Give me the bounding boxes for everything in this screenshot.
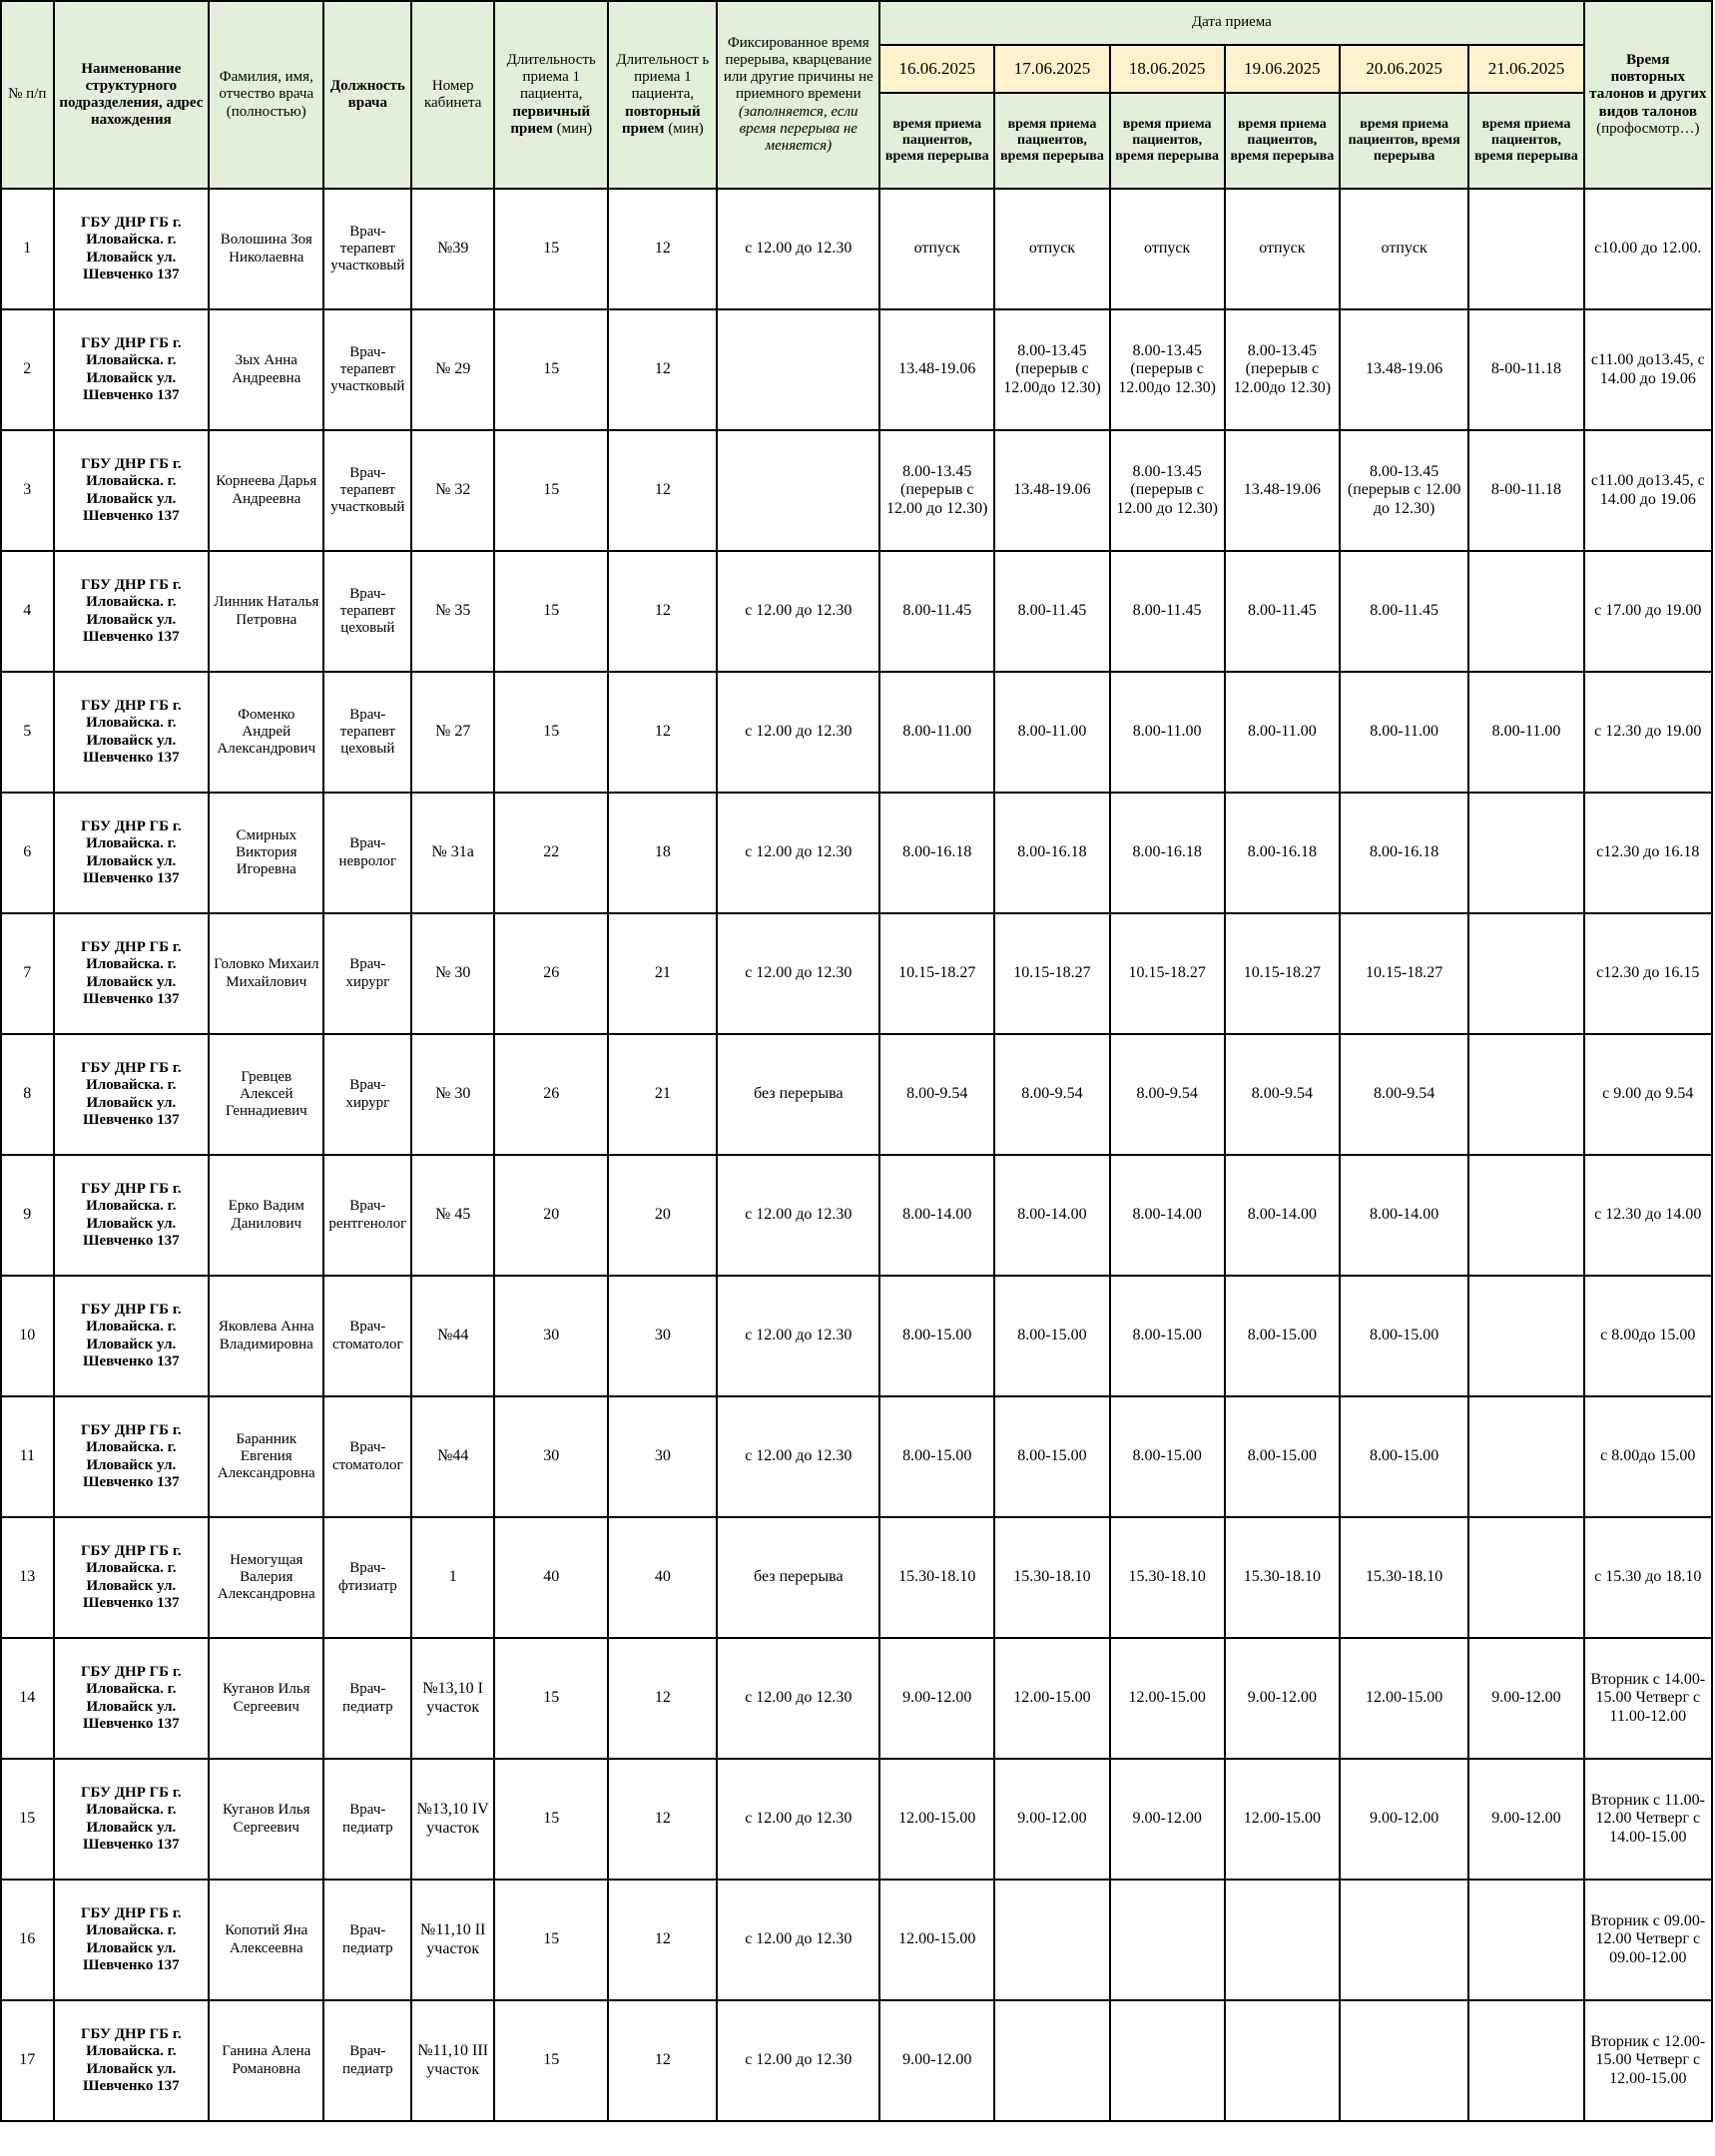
doctor-position-cell: Врач-терапевт цеховый	[323, 551, 411, 672]
unit-address-cell: ГБУ ДНР ГБ г. Иловайска. г. Иловайск ул. Шевченко 137	[54, 430, 210, 551]
repeat-duration-cell: 12	[608, 189, 717, 309]
schedule-cell	[1468, 1517, 1583, 1638]
schedule-cell: 8.00-15.00	[879, 1276, 994, 1396]
break-time-cell: с 12.00 до 12.30	[717, 913, 879, 1034]
cabinet-cell: № 30	[411, 913, 494, 1034]
schedule-cell	[1468, 1396, 1583, 1517]
extra-talons-cell: с12.30 до 16.15	[1584, 913, 1712, 1034]
cabinet-cell: №44	[411, 1276, 494, 1396]
schedule-cell: 8.00-15.00	[1225, 1276, 1340, 1396]
schedule-cell: 12.00-15.00	[1340, 1638, 1468, 1759]
repeat-duration-cell: 12	[608, 309, 717, 430]
doctor-name-cell: Ерко Вадим Данилович	[209, 1155, 323, 1276]
primary-duration-cell: 15	[494, 2000, 608, 2121]
col-extra-note: (профосмотр…)	[1596, 120, 1700, 137]
schedule-cell	[1340, 2000, 1468, 2121]
row-number-cell: 3	[1, 430, 54, 551]
doctor-name-cell: Немогущая Валерия Александровна	[209, 1517, 323, 1638]
doctor-position-cell: Врач-педиатр	[323, 1880, 411, 2000]
extra-talons-cell: с11.00 до13.45, с 14.00 до 19.06	[1584, 430, 1712, 551]
break-time-cell: с 12.00 до 12.30	[717, 672, 879, 793]
date-header: 18.06.2025	[1110, 45, 1225, 93]
schedule-cell: 8.00-13.45 (перерыв с 12.00 до 12.30)	[1340, 430, 1468, 551]
row-number-cell: 4	[1, 551, 54, 672]
primary-duration-cell: 15	[494, 1759, 608, 1880]
schedule-cell: отпуск	[879, 189, 994, 309]
unit-address-cell: ГБУ ДНР ГБ г. Иловайска. г. Иловайск ул. Шевченко 137	[54, 551, 210, 672]
schedule-cell: 8.00-11.45	[994, 551, 1109, 672]
cabinet-cell: №11,10 III участок	[411, 2000, 494, 2121]
doctor-position-cell: Врач-фтизиатр	[323, 1517, 411, 1638]
schedule-cell: 10.15-18.27	[879, 913, 994, 1034]
col-break-note: (заполняется, если время перерыва не меняется)	[739, 103, 858, 155]
schedule-cell	[1225, 2000, 1340, 2121]
break-time-cell: с 12.00 до 12.30	[717, 793, 879, 913]
primary-duration-cell: 15	[494, 672, 608, 793]
doctor-position-cell: Врач-педиатр	[323, 1759, 411, 1880]
table-row	[1, 793, 1712, 913]
table-row	[1, 1155, 1712, 1276]
schedule-cell: 8.00-9.54	[1110, 1034, 1225, 1155]
schedule-cell: 10.15-18.27	[1340, 913, 1468, 1034]
unit-address-cell: ГБУ ДНР ГБ г. Иловайска. г. Иловайск ул. Шевченко 137	[54, 309, 210, 430]
repeat-duration-cell: 12	[608, 1638, 717, 1759]
schedule-cell: 15.30-18.10	[1225, 1517, 1340, 1638]
schedule-cell: 8-00-11.18	[1468, 309, 1583, 430]
doctor-name-cell: Головко Михаил Михайлович	[209, 913, 323, 1034]
extra-talons-cell: с11.00 до13.45, с 14.00 до 19.06	[1584, 309, 1712, 430]
col-cabinet-header: Номер кабинета	[411, 1, 494, 189]
date-header: 17.06.2025	[994, 45, 1109, 93]
schedule-cell: 8.00-15.00	[994, 1276, 1109, 1396]
extra-talons-cell: с10.00 до 12.00.	[1584, 189, 1712, 309]
col-unit-header: Наименование структурного подразделения, адрес нахождения	[54, 1, 210, 189]
row-number-cell: 9	[1, 1155, 54, 1276]
schedule-cell: 15.30-18.10	[1340, 1517, 1468, 1638]
primary-duration-cell: 15	[494, 430, 608, 551]
schedule-cell: 8.00-11.00	[879, 672, 994, 793]
schedule-cell: 8.00-13.45 (перерыв с 12.00до 12.30)	[994, 309, 1109, 430]
extra-talons-cell: Вторник с 11.00-12.00 Четверг с 14.00-15.00	[1584, 1759, 1712, 1880]
schedule-cell	[1468, 793, 1583, 913]
break-time-cell: без перерыва	[717, 1034, 879, 1155]
break-time-cell: с 12.00 до 12.30	[717, 1759, 879, 1880]
doctor-name-cell: Линник Наталья Петровна	[209, 551, 323, 672]
repeat-duration-cell: 12	[608, 1759, 717, 1880]
schedule-cell: 9.00-12.00	[994, 1759, 1109, 1880]
doctor-position-cell: Врач-педиатр	[323, 2000, 411, 2121]
schedule-cell: 8.00-14.00	[1110, 1155, 1225, 1276]
unit-address-cell: ГБУ ДНР ГБ г. Иловайска. г. Иловайск ул. Шевченко 137	[54, 1396, 210, 1517]
repeat-duration-cell: 12	[608, 551, 717, 672]
primary-duration-cell: 30	[494, 1396, 608, 1517]
doctor-position-cell: Врач-терапевт участковый	[323, 189, 411, 309]
schedule-cell: 8.00-15.00	[994, 1396, 1109, 1517]
break-time-cell: с 12.00 до 12.30	[717, 551, 879, 672]
row-number-cell: 1	[1, 189, 54, 309]
col-name-header: Фамилия, имя, отчество врача (полностью)	[209, 1, 323, 189]
schedule-cell: 9.00-12.00	[1468, 1638, 1583, 1759]
schedule-cell	[994, 1880, 1109, 2000]
repeat-duration-cell: 12	[608, 1880, 717, 2000]
schedule-cell	[1468, 1034, 1583, 1155]
break-time-cell: с 12.00 до 12.30	[717, 1155, 879, 1276]
schedule-cell: отпуск	[994, 189, 1109, 309]
table-row	[1, 1276, 1712, 1396]
unit-address-cell: ГБУ ДНР ГБ г. Иловайска. г. Иловайск ул. Шевченко 137	[54, 793, 210, 913]
schedule-cell: 8.00-14.00	[1340, 1155, 1468, 1276]
doctor-name-cell: Зых Анна Андреевна	[209, 309, 323, 430]
schedule-cell: отпуск	[1110, 189, 1225, 309]
schedule-cell: 8.00-16.18	[1225, 793, 1340, 913]
extra-talons-cell: с 8.00до 15.00	[1584, 1396, 1712, 1517]
primary-duration-cell: 15	[494, 189, 608, 309]
schedule-cell: 8.00-16.18	[879, 793, 994, 913]
schedule-cell: 15.30-18.10	[994, 1517, 1109, 1638]
schedule-cell: 15.30-18.10	[1110, 1517, 1225, 1638]
repeat-duration-cell: 30	[608, 1396, 717, 1517]
break-time-cell: с 12.00 до 12.30	[717, 189, 879, 309]
row-number-cell: 10	[1, 1276, 54, 1396]
cabinet-cell: № 35	[411, 551, 494, 672]
primary-duration-cell: 30	[494, 1276, 608, 1396]
schedule-cell: 8.00-14.00	[879, 1155, 994, 1276]
col-primary-unit: (мин)	[552, 120, 593, 137]
cabinet-cell: №44	[411, 1396, 494, 1517]
doctor-name-cell: Куганов Илья Сергеевич	[209, 1638, 323, 1759]
cabinet-cell: 1	[411, 1517, 494, 1638]
extra-talons-cell: Вторник с 09.00-12.00 Четверг с 09.00-12.00	[1584, 1880, 1712, 2000]
break-time-cell: без перерыва	[717, 1517, 879, 1638]
primary-duration-cell: 26	[494, 1034, 608, 1155]
table-row	[1, 1517, 1712, 1638]
extra-talons-cell: с 15.30 до 18.10	[1584, 1517, 1712, 1638]
row-number-cell: 6	[1, 793, 54, 913]
row-number-cell: 13	[1, 1517, 54, 1638]
repeat-duration-cell: 18	[608, 793, 717, 913]
schedule-cell: 8.00-11.00	[1340, 672, 1468, 793]
schedule-cell: 8.00-13.45 (перерыв с 12.00до 12.30)	[1110, 309, 1225, 430]
doctor-name-cell: Корнеева Дарья Андреевна	[209, 430, 323, 551]
schedule-cell	[1468, 1276, 1583, 1396]
schedule-cell: 8.00-9.54	[1340, 1034, 1468, 1155]
extra-talons-cell: с 12.30 до 14.00	[1584, 1155, 1712, 1276]
schedule-cell: 9.00-12.00	[879, 1638, 994, 1759]
doctor-name-cell: Волошина Зоя Николаевна	[209, 189, 323, 309]
schedule-cell: 8.00-11.45	[1110, 551, 1225, 672]
unit-address-cell: ГБУ ДНР ГБ г. Иловайска. г. Иловайск ул. Шевченко 137	[54, 2000, 210, 2121]
schedule-cell	[1225, 1880, 1340, 2000]
doctor-name-cell: Смирных Виктория Игоревна	[209, 793, 323, 913]
unit-address-cell: ГБУ ДНР ГБ г. Иловайска. г. Иловайск ул. Шевченко 137	[54, 1155, 210, 1276]
unit-address-cell: ГБУ ДНР ГБ г. Иловайска. г. Иловайск ул. Шевченко 137	[54, 1638, 210, 1759]
schedule-cell	[1468, 2000, 1583, 2121]
primary-duration-cell: 40	[494, 1517, 608, 1638]
repeat-duration-cell: 12	[608, 2000, 717, 2121]
repeat-duration-cell: 20	[608, 1155, 717, 1276]
doctor-name-cell: Куганов Илья Сергеевич	[209, 1759, 323, 1880]
break-time-cell: с 12.00 до 12.30	[717, 1396, 879, 1517]
cabinet-cell: № 27	[411, 672, 494, 793]
schedule-cell: 8.00-9.54	[1225, 1034, 1340, 1155]
doctor-position-cell: Врач-терапевт цеховый	[323, 672, 411, 793]
repeat-duration-cell: 12	[608, 672, 717, 793]
cabinet-cell: № 30	[411, 1034, 494, 1155]
date-subheader: время приема пациентов, время перерыва	[1110, 93, 1225, 189]
col-repeat-bold: повторный прием	[621, 103, 701, 137]
unit-address-cell: ГБУ ДНР ГБ г. Иловайска. г. Иловайск ул. Шевченко 137	[54, 1880, 210, 2000]
col-primary-bold: первичный прием	[510, 103, 591, 137]
repeat-duration-cell: 21	[608, 913, 717, 1034]
schedule-cell: 8.00-9.54	[879, 1034, 994, 1155]
schedule-cell: 9.00-12.00	[1225, 1638, 1340, 1759]
schedule-cell	[1468, 551, 1583, 672]
col-extra-text: Время повторных талонов и других видов талонов	[1589, 51, 1707, 120]
col-primary-text: Длительность приема 1 пациента,	[506, 51, 596, 103]
schedule-cell: 12.00-15.00	[879, 1759, 994, 1880]
date-header: 20.06.2025	[1340, 45, 1468, 93]
repeat-duration-cell: 12	[608, 430, 717, 551]
row-number-cell: 15	[1, 1759, 54, 1880]
primary-duration-cell: 15	[494, 1880, 608, 2000]
schedule-cell: 8.00-14.00	[994, 1155, 1109, 1276]
table-row	[1, 913, 1712, 1034]
schedule-cell: 12.00-15.00	[1110, 1638, 1225, 1759]
cabinet-cell: № 31а	[411, 793, 494, 913]
doctor-position-cell: Врач-хирург	[323, 1034, 411, 1155]
schedule-cell: 8.00-9.54	[994, 1034, 1109, 1155]
table-row	[1, 1880, 1712, 2000]
cabinet-cell: № 45	[411, 1155, 494, 1276]
date-subheader: время приема пациентов, время перерыва	[1225, 93, 1340, 189]
col-extra-header	[1584, 1, 1712, 189]
schedule-cell	[1468, 189, 1583, 309]
schedule-cell: 12.00-15.00	[994, 1638, 1109, 1759]
row-number-cell: 5	[1, 672, 54, 793]
table-row	[1, 2000, 1712, 2121]
extra-talons-cell: с 17.00 до 19.00	[1584, 551, 1712, 672]
table-row	[1, 189, 1712, 309]
date-header: 19.06.2025	[1225, 45, 1340, 93]
schedule-cell: 8.00-15.00	[879, 1396, 994, 1517]
schedule-cell: отпуск	[1340, 189, 1468, 309]
schedule-cell: 8.00-11.00	[994, 672, 1109, 793]
schedule-cell: 10.15-18.27	[1225, 913, 1340, 1034]
repeat-duration-cell: 21	[608, 1034, 717, 1155]
schedule-cell: 8.00-16.18	[994, 793, 1109, 913]
table-row	[1, 672, 1712, 793]
doctor-position-cell: Врач-стоматолог	[323, 1396, 411, 1517]
doctor-position-cell: Врач-рентгенолог	[323, 1155, 411, 1276]
unit-address-cell: ГБУ ДНР ГБ г. Иловайска. г. Иловайск ул. Шевченко 137	[54, 189, 210, 309]
col-repeat-unit: (мин)	[664, 120, 704, 137]
schedule-cell: 8-00-11.18	[1468, 430, 1583, 551]
table-row	[1, 1396, 1712, 1517]
schedule-cell: 8.00-15.00	[1110, 1276, 1225, 1396]
date-subheader: время приема пациентов, время перерыва	[1340, 93, 1468, 189]
table-row	[1, 430, 1712, 551]
doctor-position-cell: Врач-терапевт участковый	[323, 430, 411, 551]
cabinet-cell: №11,10 II участок	[411, 1880, 494, 2000]
date-group-header: Дата приема	[879, 1, 1583, 45]
repeat-duration-cell: 30	[608, 1276, 717, 1396]
unit-address-cell: ГБУ ДНР ГБ г. Иловайска. г. Иловайск ул. Шевченко 137	[54, 1034, 210, 1155]
schedule-cell: 8.00-11.00	[1110, 672, 1225, 793]
break-time-cell	[717, 430, 879, 551]
unit-address-cell: ГБУ ДНР ГБ г. Иловайска. г. Иловайск ул. Шевченко 137	[54, 1517, 210, 1638]
table-header	[1, 1, 1712, 189]
schedule-cell: 10.15-18.27	[1110, 913, 1225, 1034]
row-number-cell: 14	[1, 1638, 54, 1759]
schedule-cell: 8.00-16.18	[1110, 793, 1225, 913]
row-number-cell: 8	[1, 1034, 54, 1155]
doctor-name-cell: Баранник Евгения Александровна	[209, 1396, 323, 1517]
doctor-position-cell: Врач-терапевт участковый	[323, 309, 411, 430]
schedule-cell: 8.00-13.45 (перерыв с 12.00 до 12.30)	[879, 430, 994, 551]
unit-address-cell: ГБУ ДНР ГБ г. Иловайска. г. Иловайск ул. Шевченко 137	[54, 672, 210, 793]
schedule-cell: 8.00-16.18	[1340, 793, 1468, 913]
table-row	[1, 1034, 1712, 1155]
row-number-cell: 2	[1, 309, 54, 430]
table-row	[1, 551, 1712, 672]
schedule-cell	[1340, 1880, 1468, 2000]
doctor-name-cell: Копотий Яна Алексеевна	[209, 1880, 323, 2000]
schedule-cell: 8.00-11.45	[879, 551, 994, 672]
schedule-cell: 8.00-15.00	[1110, 1396, 1225, 1517]
primary-duration-cell: 22	[494, 793, 608, 913]
extra-talons-cell: с 8.00до 15.00	[1584, 1276, 1712, 1396]
schedule-cell: 13.48-19.06	[994, 430, 1109, 551]
schedule-cell	[1468, 913, 1583, 1034]
doctor-position-cell: Врач-невролог	[323, 793, 411, 913]
cabinet-cell: № 32	[411, 430, 494, 551]
primary-duration-cell: 15	[494, 1638, 608, 1759]
schedule-cell: отпуск	[1225, 189, 1340, 309]
schedule-cell: 15.30-18.10	[879, 1517, 994, 1638]
schedule-cell	[1468, 1155, 1583, 1276]
extra-talons-cell: с 12.30 до 19.00	[1584, 672, 1712, 793]
schedule-cell	[1468, 1880, 1583, 2000]
table-body	[1, 189, 1712, 2121]
schedule-cell	[1110, 1880, 1225, 2000]
primary-duration-cell: 20	[494, 1155, 608, 1276]
schedule-cell: 13.48-19.06	[879, 309, 994, 430]
row-number-cell: 17	[1, 2000, 54, 2121]
doctor-position-cell: Врач-педиатр	[323, 1638, 411, 1759]
extra-talons-cell: с 9.00 до 9.54	[1584, 1034, 1712, 1155]
schedule-cell: 10.15-18.27	[994, 913, 1109, 1034]
unit-address-cell: ГБУ ДНР ГБ г. Иловайска. г. Иловайск ул. Шевченко 137	[54, 1276, 210, 1396]
schedule-cell: 9.00-12.00	[1468, 1759, 1583, 1880]
row-number-cell: 7	[1, 913, 54, 1034]
schedule-cell	[994, 2000, 1109, 2121]
date-header: 16.06.2025	[879, 45, 994, 93]
extra-talons-cell: Вторник с 12.00-15.00 Четверг с 12.00-15.00	[1584, 2000, 1712, 2121]
date-subheader: время приема пациентов, время перерыва	[994, 93, 1109, 189]
schedule-cell: 8.00-15.00	[1340, 1396, 1468, 1517]
unit-address-cell: ГБУ ДНР ГБ г. Иловайска. г. Иловайск ул. Шевченко 137	[54, 1759, 210, 1880]
table-row	[1, 1638, 1712, 1759]
doctor-name-cell: Фоменко Андрей Александрович	[209, 672, 323, 793]
schedule-cell: 8.00-11.45	[1225, 551, 1340, 672]
doctor-position-cell: Врач-стоматолог	[323, 1276, 411, 1396]
schedule-cell: 8.00-11.00	[1468, 672, 1583, 793]
cabinet-cell: № 29	[411, 309, 494, 430]
schedule-cell: 8.00-13.45 (перерыв с 12.00до 12.30)	[1225, 309, 1340, 430]
schedule-cell: 8.00-15.00	[1340, 1276, 1468, 1396]
table-row	[1, 1759, 1712, 1880]
cabinet-cell: №39	[411, 189, 494, 309]
date-subheader: время приема пациентов, время перерыва	[1468, 93, 1583, 189]
extra-talons-cell: Вторник с 14.00-15.00 Четверг с 11.00-12.00	[1584, 1638, 1712, 1759]
schedule-cell: 12.00-15.00	[1225, 1759, 1340, 1880]
doctor-position-cell: Врач-хирург	[323, 913, 411, 1034]
date-header: 21.06.2025	[1468, 45, 1583, 93]
schedule-cell: 8.00-14.00	[1225, 1155, 1340, 1276]
col-break-header	[717, 1, 879, 189]
cabinet-cell: №13,10 I участок	[411, 1638, 494, 1759]
doctor-name-cell: Ганина Алена Романовна	[209, 2000, 323, 2121]
schedule-cell: 13.48-19.06	[1340, 309, 1468, 430]
primary-duration-cell: 26	[494, 913, 608, 1034]
schedule-cell: 9.00-12.00	[1110, 1759, 1225, 1880]
col-break-text: Фиксированное время перерыва, кварцевание или другие причины не приемного времени	[723, 34, 873, 103]
schedule-cell: 9.00-12.00	[879, 2000, 994, 2121]
schedule-cell: 8.00-11.45	[1340, 551, 1468, 672]
primary-duration-cell: 15	[494, 551, 608, 672]
extra-talons-cell: с12.30 до 16.18	[1584, 793, 1712, 913]
schedule-cell: 8.00-11.00	[1225, 672, 1340, 793]
date-subheader: время приема пациентов, время перерыва	[879, 93, 994, 189]
break-time-cell: с 12.00 до 12.30	[717, 1276, 879, 1396]
primary-duration-cell: 15	[494, 309, 608, 430]
schedule-cell: 8.00-15.00	[1225, 1396, 1340, 1517]
schedule-cell	[1110, 2000, 1225, 2121]
break-time-cell	[717, 309, 879, 430]
unit-address-cell: ГБУ ДНР ГБ г. Иловайска. г. Иловайск ул. Шевченко 137	[54, 913, 210, 1034]
doctor-name-cell: Яковлева Анна Владимировна	[209, 1276, 323, 1396]
cabinet-cell: №13,10 IV участок	[411, 1759, 494, 1880]
schedule-cell: 13.48-19.06	[1225, 430, 1340, 551]
col-repeat-header	[608, 1, 717, 189]
table-row	[1, 309, 1712, 430]
doctor-name-cell: Гревцев Алексей Геннадиевич	[209, 1034, 323, 1155]
break-time-cell: с 12.00 до 12.30	[717, 1638, 879, 1759]
repeat-duration-cell: 40	[608, 1517, 717, 1638]
break-time-cell: с 12.00 до 12.30	[717, 1880, 879, 2000]
col-position-header: Должность врача	[323, 1, 411, 189]
break-time-cell: с 12.00 до 12.30	[717, 2000, 879, 2121]
col-primary-header	[494, 1, 608, 189]
row-number-cell: 11	[1, 1396, 54, 1517]
schedule-cell: 12.00-15.00	[879, 1880, 994, 2000]
row-number-cell: 16	[1, 1880, 54, 2000]
schedule-cell: 8.00-13.45 (перерыв с 12.00 до 12.30)	[1110, 430, 1225, 551]
col-repeat-text: Длительност ь приема 1 пациента,	[616, 51, 710, 103]
schedule-cell: 9.00-12.00	[1340, 1759, 1468, 1880]
col-num-header: № п/п	[1, 1, 54, 189]
